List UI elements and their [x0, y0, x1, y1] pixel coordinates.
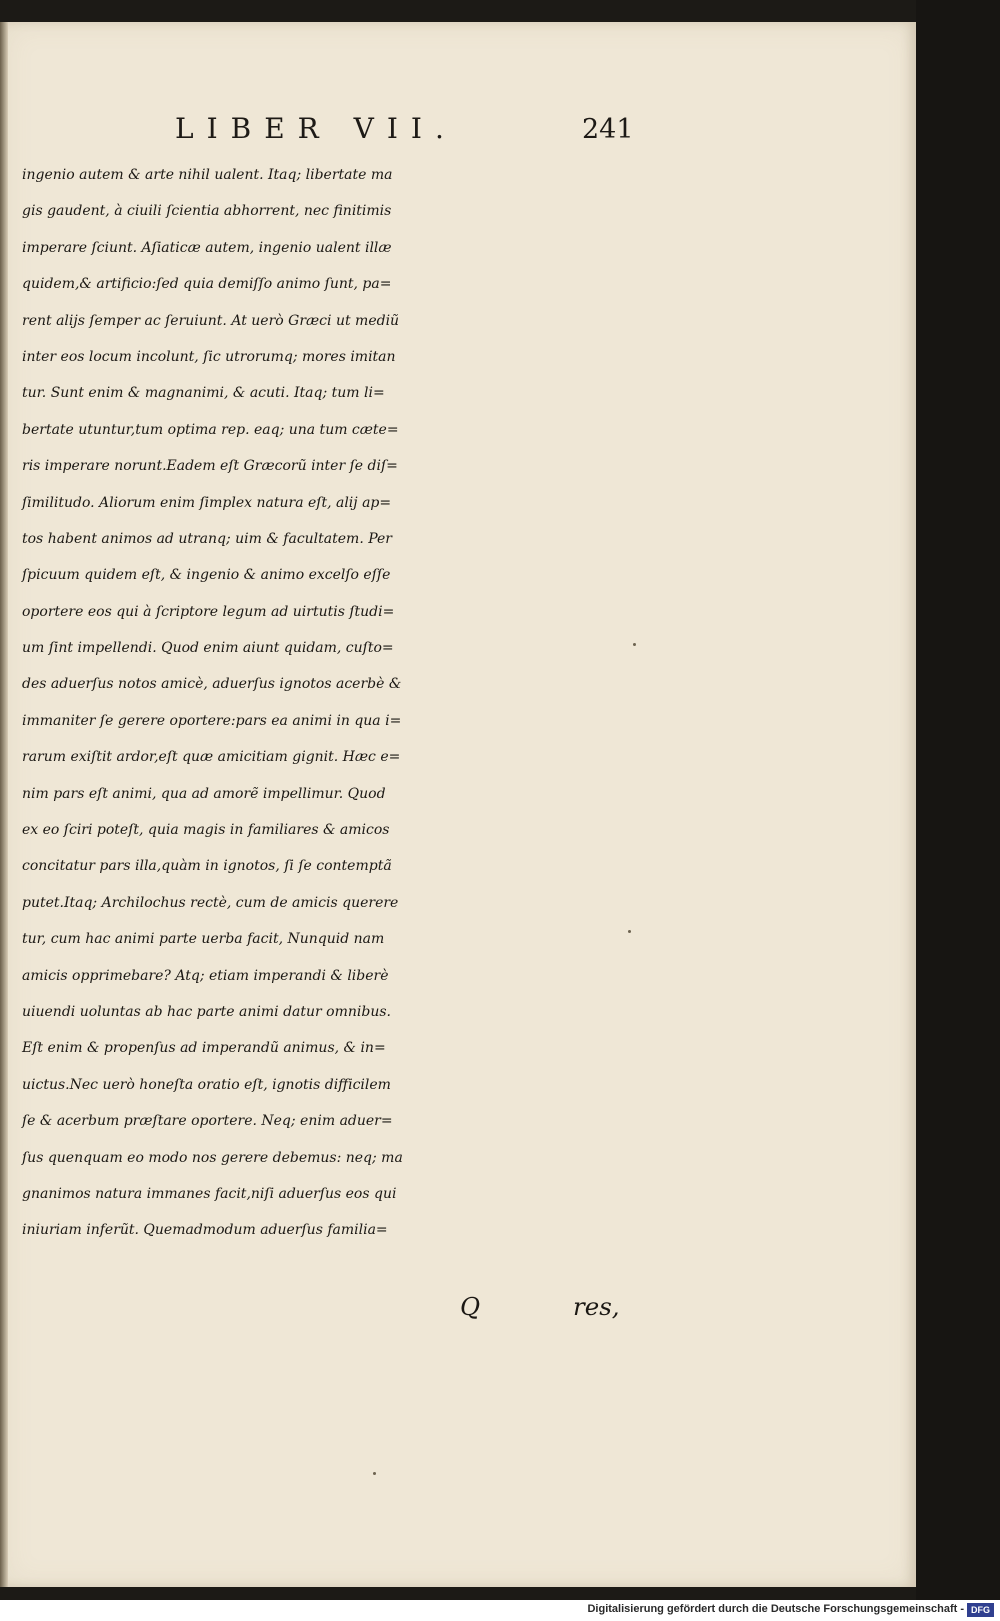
text-line: Eſt enim & propenſus ad imperandũ animus, & in= [22, 1040, 386, 1057]
text-line: ſpicuum quidem eſt, & ingenio & animo excelſo eſſe [22, 567, 391, 584]
text-line: iniuriam inferũt. Quemadmodum aduerſus familia= [22, 1222, 388, 1239]
text-line: ex eo ſciri poteſt, quia magis in familiares & amicos [22, 822, 390, 839]
text-line: ſe & acerbum præſtare oportere. Neq; enim aduer= [22, 1113, 393, 1130]
text-line: inter eos locum incolunt, ſic utrorumq; mores imitan [22, 348, 396, 365]
page-header [20, 112, 640, 152]
text-line: putet.Itaq; Archilochus rectè, cum de amicis querere [22, 894, 399, 911]
text-line: immaniter ſe gerere oportere:pars ea animi in qua i= [22, 712, 402, 729]
text-line: ris imperare norunt.Eadem eſt Græcorũ inter ſe diſ= [22, 458, 398, 475]
body-text [22, 157, 642, 1249]
text-line: concitatur pars illa,quàm in ignotos, ſi ſe contemptã [22, 858, 392, 875]
text-line: tur, cum hac animi parte uerba facit, Nunquid nam [22, 931, 385, 948]
text-line: gnanimos natura immanes facit,niſi aduerſus eos qui [22, 1185, 397, 1202]
text-line: uiuendi uoluntas ab hac parte animi datur omnibus. [22, 1003, 391, 1020]
text-line: tos habent animos ad utranq; uim & facultatem. Per [22, 530, 392, 547]
signature-mark: Q [460, 1292, 481, 1321]
text-line: ingenio autem & arte nihil ualent. Itaq; libertate ma [22, 167, 393, 183]
running-head: LIBER VII. [175, 112, 457, 145]
catchword: res, [573, 1292, 620, 1321]
text-line: amicis opprimebare? Atq; etiam imperandi & liberè [22, 967, 389, 984]
text-line: imperare ſciunt. Aſiaticæ autem, ingenio ualent illæ [22, 239, 392, 256]
text-line: oportere eos qui à ſcriptore legum ad uirtutis ſtudi= [22, 603, 395, 620]
text-line: tur. Sunt enim & magnanimi, & acuti. Itaq; tum li= [22, 385, 385, 402]
text-line: quidem,& artificio:ſed quia demiſſo animo ſunt, pa= [22, 276, 392, 293]
text-line: des aduerſus notos amicè, aduerſus ignotos acerbè & [22, 676, 402, 693]
paper-speck [628, 930, 631, 933]
page-spine-shadow [0, 22, 8, 1587]
scan-background-edge [916, 0, 1000, 1600]
paper-speck [633, 643, 636, 646]
text-line: bertate utuntur,tum optima rep. eaq; una tum cæte= [22, 421, 399, 438]
digitization-footer [0, 1600, 1000, 1621]
text-line: ſus quenquam eo modo nos gerere debemus: neq; ma [22, 1149, 403, 1166]
text-line: uictus.Nec uerò honeſta oratio eſt, ignotis difficilem [22, 1076, 391, 1093]
text-line: ſimilitudo. Aliorum enim ſimplex natura eſt, alij ap= [22, 494, 392, 511]
paper-speck [373, 1472, 376, 1475]
text-line: um ſint impellendi. Quod enim aiunt quidam, cuſto= [22, 640, 394, 657]
dfg-logo: DFG [967, 1603, 994, 1617]
text-line: nim pars eſt animi, qua ad amorẽ impellimur. Quod [22, 785, 386, 802]
text-line: rarum exiſtit ardor,eſt quæ amicitiam gignit. Hæc e= [22, 749, 401, 766]
catchline [20, 1292, 640, 1328]
funding-credit: Digitalisierung gefördert durch die Deutsche Forschungsgemeinschaft - [587, 1603, 964, 1615]
page-number: 241 [582, 114, 634, 145]
text-line: gis gaudent, à ciuili ſcientia abhorrent, nec finitimis [22, 203, 392, 220]
text-line: rent alijs ſemper ac ſeruiunt. At uerò Græci ut mediũ [22, 312, 400, 329]
